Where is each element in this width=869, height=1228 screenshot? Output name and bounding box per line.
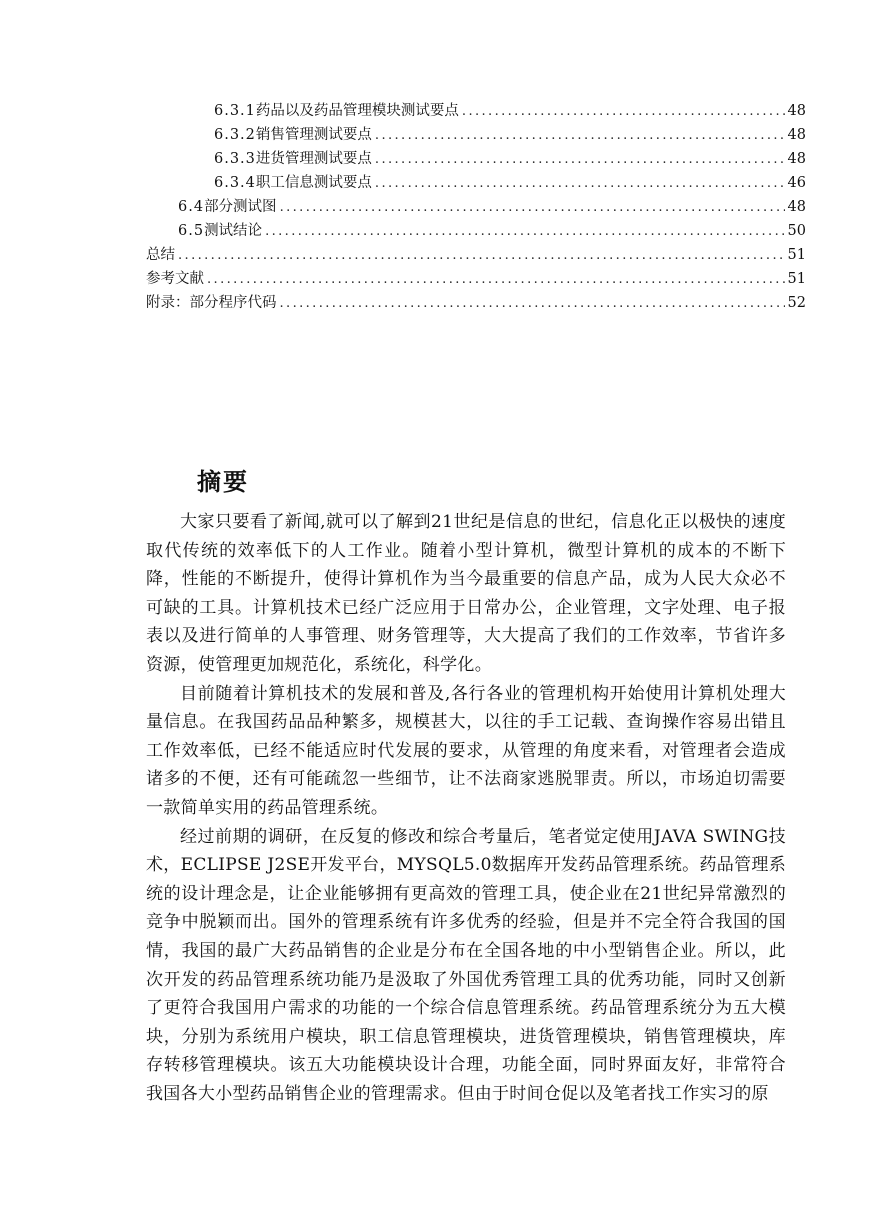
toc-number: 6.3.2 bbox=[214, 127, 256, 143]
toc-title: 药品以及药品管理模块测试要点 bbox=[255, 103, 459, 119]
toc-entry[interactable] bbox=[146, 243, 806, 267]
toc-title: 职工信息测试要点 bbox=[255, 175, 372, 191]
toc-page-number: 46 bbox=[787, 175, 806, 191]
toc-page-number: 48 bbox=[787, 127, 806, 143]
toc-leader-dots bbox=[178, 244, 785, 268]
toc-title: 进货管理测试要点 bbox=[255, 151, 372, 167]
toc-leader-dots bbox=[462, 100, 785, 124]
abstract-heading: 摘要 bbox=[197, 468, 249, 496]
toc-leader-dots bbox=[375, 124, 785, 148]
toc-leader-dots bbox=[280, 196, 785, 220]
toc-page-number: 50 bbox=[787, 223, 806, 239]
toc-leader-dots bbox=[280, 292, 785, 316]
toc-page-number: 48 bbox=[787, 199, 806, 215]
toc-entry[interactable] bbox=[146, 219, 806, 243]
toc-page-number: 51 bbox=[787, 247, 806, 263]
toc-title: 测试结论 bbox=[204, 223, 263, 239]
toc-entry[interactable] bbox=[146, 147, 806, 171]
toc-number: 6.5 bbox=[178, 223, 205, 239]
toc-page-number: 52 bbox=[787, 295, 806, 311]
abstract-paragraph: 目前随着计算机技术的发展和普及,各行各业的管理机构开始使用计算机处理大量信息。在我国药品品种繁多，规模甚大，以往的手工记载、查询操作容易出错且工作效率低，已经不能适应时代发展的要求，从管理的角度来看，对管理者会造成诸多的不便，还有可能疏忽一些细节，让不法商家逃脱罪责。所以，市场迫切需要一款简单实用的药品管理系统。 bbox=[146, 683, 786, 818]
toc-leader-dots bbox=[375, 148, 785, 172]
toc-entry[interactable] bbox=[146, 99, 806, 123]
toc-number: 6.3.3 bbox=[214, 151, 256, 167]
toc-title: 附录：部分程序代码 bbox=[146, 295, 277, 311]
abstract-paragraph: 大家只要看了新闻,就可以了解到21世纪是信息的世纪，信息化正以极快的速度取代传统的效率低下的人工作业。随着小型计算机，微型计算机的成本的不断下降，性能的不断提升，使得计算机作为当今最重要的信息产品，成为人民大众必不可缺的工具。计算机技术已经广泛应用于日常办公，企业管理，文字处理、电子报表以及进行简单的人事管理、财务管理等，大大提高了我们的工作效率，节省许多资源，使管理更加规范化，系统化，科学化。 bbox=[146, 512, 786, 675]
table-of-contents bbox=[146, 99, 806, 315]
toc-number: 6.3.4 bbox=[214, 175, 256, 191]
toc-page-number: 48 bbox=[787, 103, 806, 119]
abstract-paragraph: 经过前期的调研，在反复的修改和综合考量后，笔者觉定使用JAVA SWING技术，ECLIPSE J2SE开发平台，MYSQL5.0数据库开发药品管理系统。药品管理系统的设计理念是，让企业能够拥有更高效的管理工具，使企业在21世纪异常激烈的竞争中脱颖而出。国外的管理系统有许多优秀的经验，但是并不完全符合我国的国情，我国的最广大药品销售的企业是分布在全国各地的中小型销售企业。所以，此次开发的药品管理系统功能乃是汲取了外国优秀管理工具的优秀功能，同时又创新了更符合我国用户需求的功能的一个综合信息管理系统。药品管理系统分为五大模块，分别为系统用户模块，职工信息管理模块，进货管理模块，销售管理模块，库存转移管理模块。该五大功能模块设计合理，功能全面，同时界面友好，非常符合我国各大小型药品销售企业的管理需求。但由于时间仓促以及笔者找工作实习的原 bbox=[146, 826, 786, 1104]
toc-page-number: 48 bbox=[787, 151, 806, 167]
toc-entry[interactable] bbox=[146, 123, 806, 147]
abstract-body bbox=[146, 508, 786, 1108]
toc-title: 部分测试图 bbox=[204, 199, 277, 215]
toc-title: 销售管理测试要点 bbox=[255, 127, 372, 143]
toc-entry[interactable] bbox=[146, 267, 806, 291]
toc-number: 6.4 bbox=[178, 199, 205, 215]
toc-title: 总结 bbox=[146, 247, 175, 263]
toc-leader-dots bbox=[375, 172, 785, 196]
toc-leader-dots bbox=[265, 220, 784, 244]
toc-page-number: 51 bbox=[787, 271, 806, 287]
toc-title: 参考文献 bbox=[146, 271, 204, 287]
toc-entry[interactable] bbox=[146, 171, 806, 195]
toc-entry[interactable] bbox=[146, 291, 806, 315]
toc-entry[interactable] bbox=[146, 195, 806, 219]
toc-leader-dots bbox=[207, 268, 785, 292]
toc-number: 6.3.1 bbox=[214, 103, 256, 119]
